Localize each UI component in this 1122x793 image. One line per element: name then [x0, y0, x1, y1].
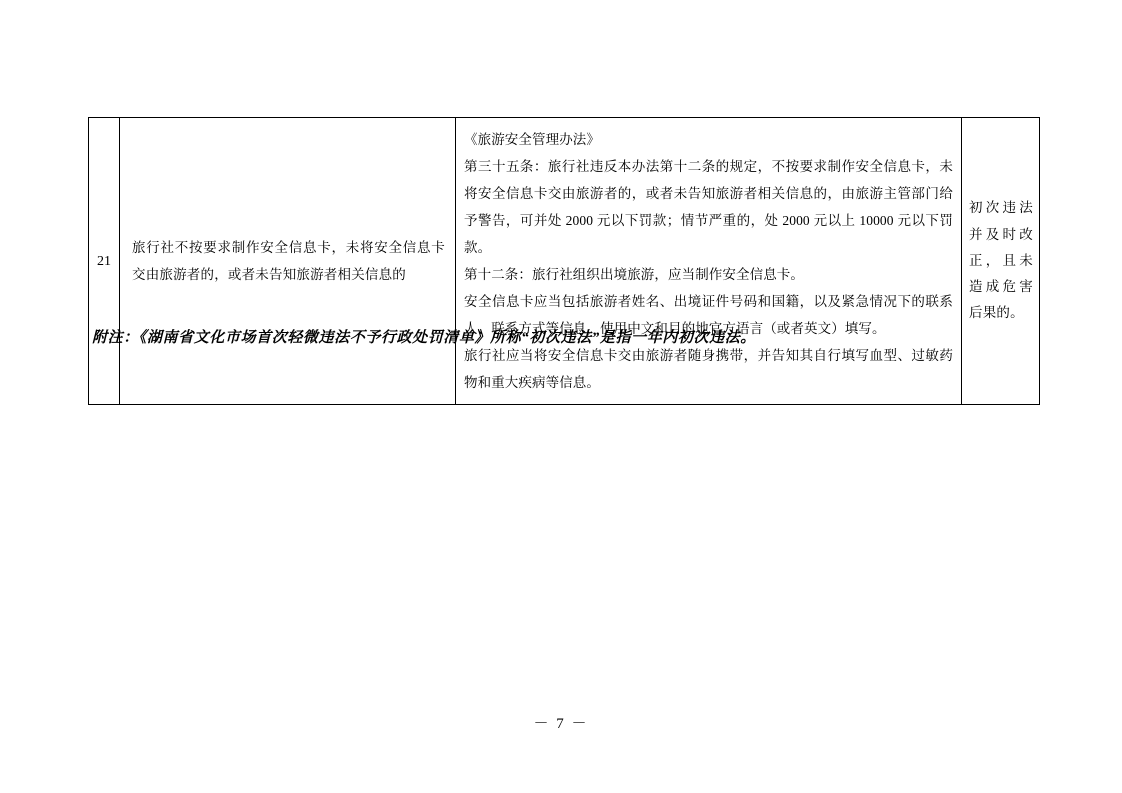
legal-basis-line-5: 旅行社应当将安全信息卡交由旅游者随身携带，并告知其自行填写血型、过敏药物和重大疾病等信息。 [464, 348, 953, 390]
table-cell-number [89, 118, 120, 405]
row-number: 21 [97, 253, 111, 269]
legal-basis-line-4: 安全信息卡应当包括旅游者姓名、出境证件号码和国籍，以及紧急情况下的联系人、联系方式等信息，使用中文和目的地官方语言（或者英文）填写。 [464, 294, 953, 336]
legal-basis-line-3: 第十二条：旅行社组织出境旅游，应当制作安全信息卡。 [464, 267, 804, 282]
penalty-table [88, 117, 1040, 405]
legal-basis-block [456, 118, 961, 404]
footnote: 附注：《湖南省文化市场首次轻微违法不予行政处罚清单》所称“初次违法”是指一年内初次违法。 [92, 330, 756, 346]
table-cell-behavior [120, 118, 456, 405]
page-number: － 7 － [533, 716, 589, 732]
legal-basis-line-1: 《旅游安全管理办法》 [464, 132, 600, 147]
table-cell-legal-basis [456, 118, 962, 405]
violation-behavior-text: 旅行社不按要求制作安全信息卡，未将安全信息卡交由旅游者的，或者未告知旅游者相关信息的 [132, 240, 445, 282]
table-cell-condition [962, 118, 1040, 405]
condition-text: 初次违法并及时改正，且未造成危害后果的。 [969, 200, 1033, 321]
legal-basis-line-2: 第三十五条：旅行社违反本办法第十二条的规定，不按要求制作安全信息卡，未将安全信息卡交由旅游者的，或者未告知旅游者相关信息的，由旅游主管部门给予警告，可并处 2000 元以下罚款；情节严重的，处 2000 元以上 10000 元以下罚款。 [464, 159, 953, 255]
table-row [89, 118, 1040, 405]
